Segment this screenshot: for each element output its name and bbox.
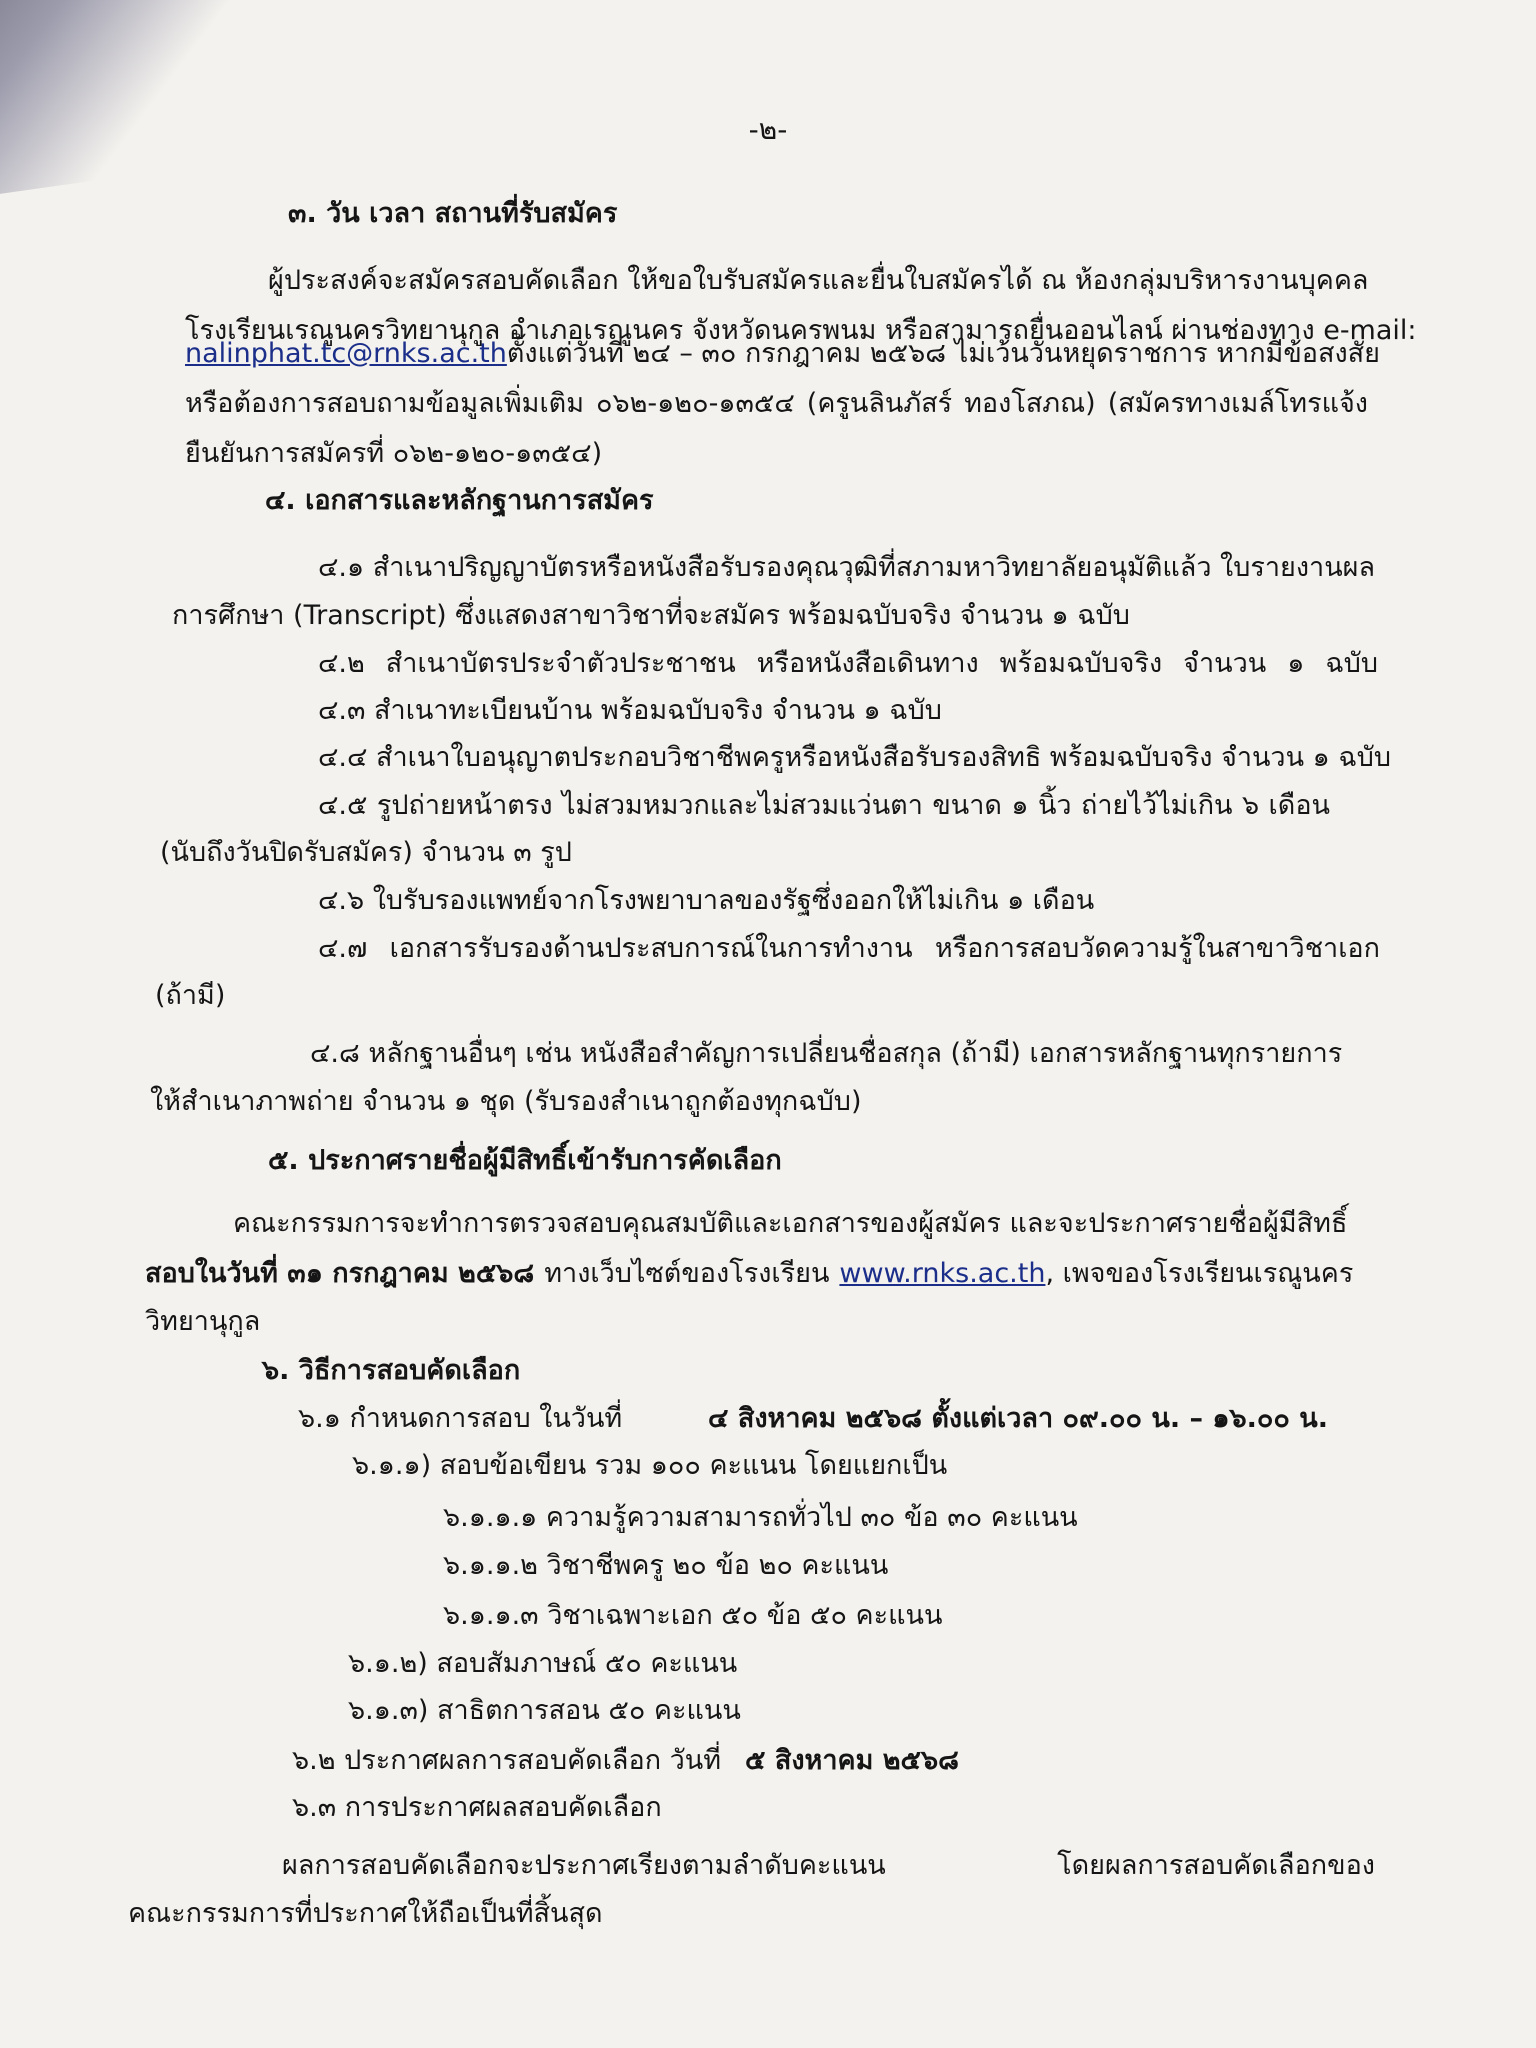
section-5-line-2 bbox=[145, 1258, 1354, 1289]
section-4-item-6: ๔.๖ ใบรับรองแพทย์จากโรงพยาบาลของรัฐซึ่งออกให้ไม่เกิน ๑ เดือน bbox=[318, 885, 1095, 916]
section-3-line-3-text: ตั้งแต่วันที่ ๒๔ – ๓๐ กรกฎาคม ๒๕๖๘ ไม่เว้นวันหยุดราชการ หากมีข้อสงสัย bbox=[506, 338, 1380, 369]
section-4-item-4: ๔.๔ สำเนาใบอนุญาตประกอบวิชาชีพครูหรือหนังสือรับรองสิทธิ พร้อมฉบับจริง จำนวน ๑ ฉบับ bbox=[318, 742, 1392, 773]
section-3-line-3 bbox=[185, 338, 1380, 369]
exam-date-time: ๔ สิงหาคม ๒๕๖๘ ตั้งแต่เวลา ๐๙.๐๐ น. – ๑๖.๐๐ น. bbox=[708, 1403, 1328, 1434]
section-3-line-4: หรือต้องการสอบถามข้อมูลเพิ่มเติม ๐๖๒-๑๒๐-๑๓๕๔ (ครูนลินภัสร์ ทองโสภณ) (สมัครทางเมล์โทรแจ้ง bbox=[185, 388, 1368, 419]
section-6-1-1: ๖.๑.๑) สอบข้อเขียน รวม ๑๐๐ คะแนน โดยแยกเป็น bbox=[352, 1450, 948, 1481]
section-5-line-2-tail: , เพจของโรงเรียนเรณูนคร bbox=[1045, 1258, 1354, 1289]
section-4-item-1-line-1: ๔.๑ สำเนาปริญญาบัตรหรือหนังสือรับรองคุณวุฒิที่สภามหาวิทยาลัยอนุมัติแล้ว ใบรายงานผล bbox=[318, 552, 1376, 583]
section-6-1 bbox=[298, 1403, 1328, 1434]
section-6-heading: ๖. วิธีการสอบคัดเลือก bbox=[262, 1355, 521, 1386]
website-link[interactable]: www.rnks.ac.th bbox=[839, 1258, 1046, 1289]
section-6-1-3: ๖.๑.๓) สาธิตการสอน ๕๐ คะแนน bbox=[348, 1695, 741, 1726]
section-3-line-1: ผู้ประสงค์จะสมัครสอบคัดเลือก ให้ขอใบรับสมัครและยื่นใบสมัครได้ ณ ห้องกลุ่มบริหารงานบุคคล bbox=[268, 265, 1369, 296]
section-4-item-8-line-1: ๔.๘ หลักฐานอื่นๆ เช่น หนังสือสำคัญการเปลี่ยนชื่อสกุล (ถ้ามี) เอกสารหลักฐานทุกรายการ bbox=[310, 1038, 1343, 1069]
section-4-item-5-line-1: ๔.๕ รูปถ่ายหน้าตรง ไม่สวมหมวกและไม่สวมแว่นตา ขนาด ๑ นิ้ว ถ่ายไว้ไม่เกิน ๖ เดือน bbox=[318, 790, 1330, 821]
section-6-1-label: ๖.๑ กำหนดการสอบ ในวันที่ bbox=[298, 1403, 623, 1434]
section-6-1-1-2: ๖.๑.๑.๒ วิชาชีพครู ๒๐ ข้อ ๒๐ คะแนน bbox=[443, 1550, 889, 1581]
section-3-heading: ๓. วัน เวลา สถานที่รับสมัคร bbox=[288, 198, 618, 229]
section-4-item-2: ๔.๒ สำเนาบัตรประจำตัวประชาชน หรือหนังสือเดินทาง พร้อมฉบับจริง จำนวน ๑ ฉบับ bbox=[318, 648, 1378, 679]
section-3-line-5: ยืนยันการสมัครที่ ๐๖๒-๑๒๐-๑๓๕๔) bbox=[185, 438, 603, 469]
section-6-3: ๖.๓ การประกาศผลสอบคัดเลือก bbox=[292, 1792, 662, 1823]
section-4-item-1-line-2: การศึกษา (Transcript) ซึ่งแสดงสาขาวิชาที่จะสมัคร พร้อมฉบับจริง จำนวน ๑ ฉบับ bbox=[172, 600, 1130, 631]
announce-date: สอบในวันที่ ๓๑ กรกฎาคม ๒๕๖๘ bbox=[145, 1258, 535, 1289]
section-6-1-1-3: ๖.๑.๑.๓ วิชาเฉพาะเอก ๕๐ ข้อ ๕๐ คะแนน bbox=[443, 1600, 943, 1631]
section-5-line-1: คณะกรรมการจะทำการตรวจสอบคุณสมบัติและเอกสารของผู้สมัคร และจะประกาศรายชื่อผู้มีสิทธิ์ bbox=[233, 1208, 1348, 1239]
section-6-2 bbox=[292, 1745, 959, 1776]
section-6-result-line-2: คณะกรรมการที่ประกาศให้ถือเป็นที่สิ้นสุด bbox=[128, 1898, 603, 1929]
section-4-item-8-line-2: ให้สำเนาภาพถ่าย จำนวน ๑ ชุด (รับรองสำเนาถูกต้องทุกฉบับ) bbox=[150, 1086, 862, 1117]
section-3-line-2: โรงเรียนเรณูนครวิทยานุกูล อำเภอเรณูนคร จังหวัดนครพนม หรือสามารถยื่นออนไลน์ ผ่านช่องทาง e-mail: bbox=[185, 315, 1417, 346]
section-4-item-3: ๔.๓ สำเนาทะเบียนบ้าน พร้อมฉบับจริง จำนวน ๑ ฉบับ bbox=[318, 695, 942, 726]
section-6-result-line-1: ผลการสอบคัดเลือกจะประกาศเรียงตามลำดับคะแนน โดยผลการสอบคัดเลือกของ bbox=[282, 1850, 1375, 1881]
section-5-line-2-text: ทางเว็บไซต์ของโรงเรียน bbox=[544, 1258, 830, 1289]
section-5-heading: ๕. ประกาศรายชื่อผู้มีสิทธิ์เข้ารับการคัดเลือก bbox=[268, 1145, 782, 1176]
page-number: -๒- bbox=[748, 113, 788, 146]
section-4-item-7-line-2: (ถ้ามี) bbox=[155, 980, 226, 1011]
section-4-item-5-line-2: (นับถึงวันปิดรับสมัคร) จำนวน ๓ รูป bbox=[160, 837, 572, 868]
section-6-1-1-1: ๖.๑.๑.๑ ความรู้ความสามารถทั่วไป ๓๐ ข้อ ๓๐ คะแนน bbox=[443, 1502, 1078, 1533]
section-4-heading: ๔. เอกสารและหลักฐานการสมัคร bbox=[265, 485, 654, 516]
result-date: ๕ สิงหาคม ๒๕๖๘ bbox=[745, 1745, 959, 1776]
email-link[interactable]: nalinphat.tc@rnks.ac.th bbox=[185, 338, 507, 369]
section-5-line-3: วิทยานุกูล bbox=[145, 1306, 261, 1337]
section-4-item-7-line-1: ๔.๗ เอกสารรับรองด้านประสบการณ์ในการทำงาน หรือการสอบวัดความรู้ในสาขาวิชาเอก bbox=[318, 933, 1380, 964]
page-corner-shadow bbox=[0, 0, 255, 200]
section-6-1-2: ๖.๑.๒) สอบสัมภาษณ์ ๕๐ คะแนน bbox=[348, 1648, 738, 1679]
section-6-2-label: ๖.๒ ประกาศผลการสอบคัดเลือก วันที่ bbox=[292, 1745, 722, 1776]
